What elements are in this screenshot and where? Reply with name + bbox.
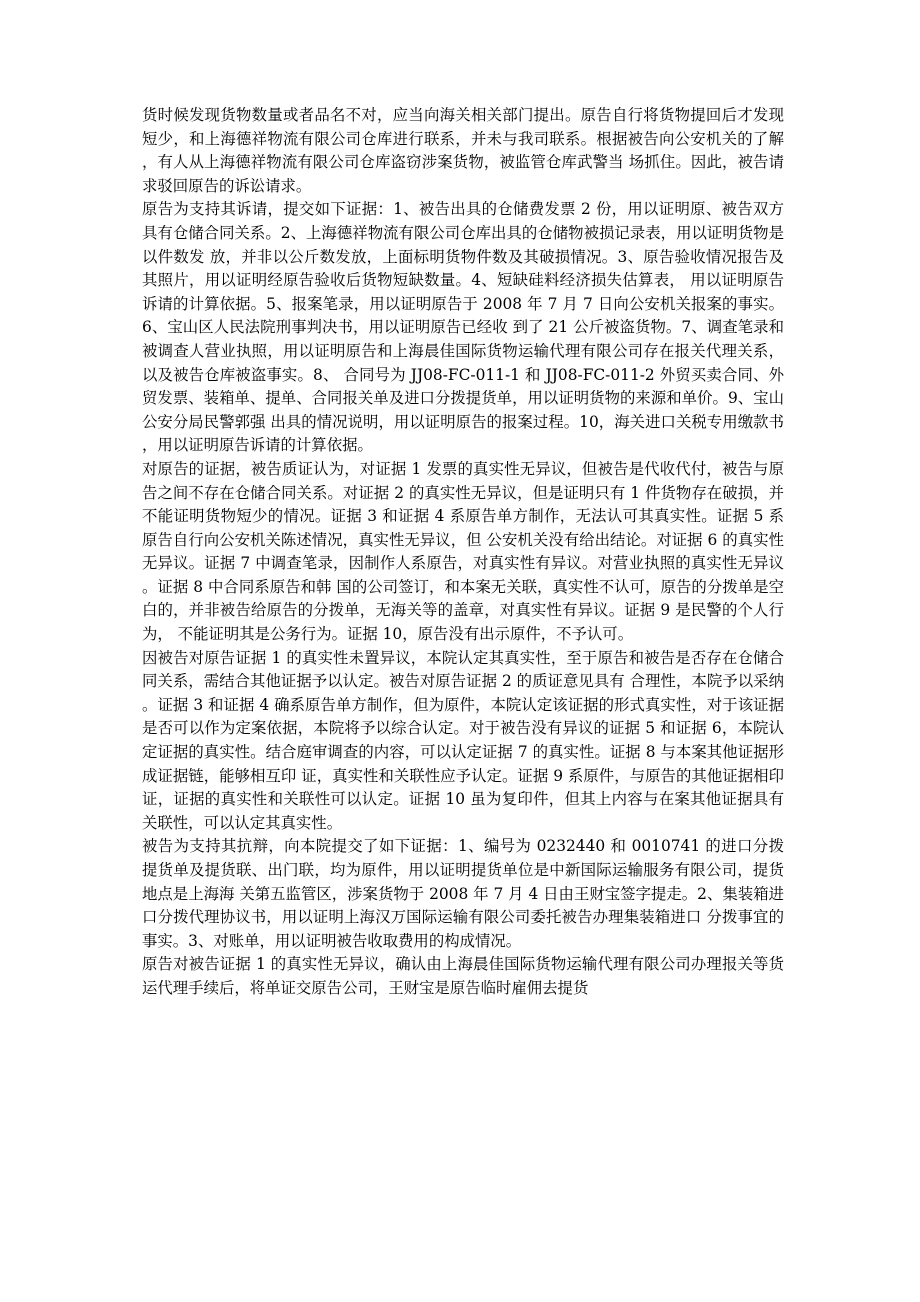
paragraph-plaintiff-response: 原告对被告证据 1 的真实性无异议，确认由上海晨佳国际货物运输代理有限公司办理报关等货运代理手续后，将单证交原告公司，王财宝是原告临时雇佣去提货: [142, 955, 784, 997]
paragraph-defendant-evidence: 被告为支持其抗辩，向本院提交了如下证据：1、编号为 0232440 和 0010741 的进口分拨提货单及提货联、出门联，均为原件，用以证明提货单位是中新国际运输服务有限公司，提货地点是上海海 关第五监管区，涉案货物于 2008 年 7 月 4 日由王财宝签字提走。2、集装箱进口分拨代理协议书，用以证明上海汉万国际运输有限公司委托被告办理集装箱进口 分拨事宜的事实。3、对账单，用以证明被告收取费用的构成情况。: [142, 837, 784, 950]
paragraph-defendant-argument: 货时候发现货物数量或者品名不对，应当向海关相关部门提出。原告自行将货物提回后才发现 短少，和上海德祥物流有限公司仓库进行联系，并未与我司联系。根据被告向公安机关的了解，有人从上海德祥物流有限公司仓库盗窃涉案货物，被监管仓库武警当 场抓住。因此，被告请求驳回原告的诉讼请求。: [142, 106, 784, 195]
paragraph-court-finding: 因被告对原告证据 1 的真实性未置异议，本院认定其真实性，至于原告和被告是否存在仓储合同关系，需结合其他证据予以认定。被告对原告证据 2 的质证意见具有 合理性，本院予以采纳。证据 3 和证据 4 确系原告单方制作，但为原件，本院认定该证据的形式真实性，对于该证据是否可以作为定案依据，本院将予以综合认定。对于被告没有异议的证据 5 和证据 6，本院认定证据的真实性。结合庭审调查的内容，可以认定证据 7 的真实性。证据 8 与本案其他证据形成证据链，能够相互印 证，真实性和关联性应予认定。证据 9 系原件，与原告的其他证据相印证，证据的真实性和关联性可以认定。证据 10 虽为复印件，但其上内容与在案其他证据具有 关联性，可以认定其真实性。: [142, 648, 784, 832]
paragraph-plaintiff-evidence: 原告为支持其诉请，提交如下证据：1、被告出具的仓储费发票 2 份，用以证明原、被告双方具有仓储合同关系。2、上海德祥物流有限公司仓库出具的仓储物被损记录表，用以证明货物是以件数发 放，并非以公斤数发放，上面标明货物件数及其破损情况。3、原告验收情况报告及其照片，用以证明经原告验收后货物短缺数量。4、短缺硅料经济损失估算表， 用以证明原告诉请的计算依据。5、报案笔录，用以证明原告于 2008 年 7 月 7 日向公安机关报案的事实。6、宝山区人民法院刑事判决书，用以证明原告已经收 到了 21 公斤被盗货物。7、调查笔录和被调查人营业执照，用以证明原告和上海晨佳国际货物运输代理有限公司存在报关代理关系，以及被告仓库被盗事实。8、 合同号为 JJ08-FC-011-1 和 JJ08-FC-011-2 外贸买卖合同、外贸发票、装箱单、提单、合同报关单及进口分拨提货单，用以证明货物的来源和单价。9、宝山公安分局民警郭强 出具的情况说明，用以证明原告的报案过程。10，海关进口关税专用缴款书，用以证明原告诉请的计算依据。: [142, 200, 784, 455]
paragraph-defendant-cross-examination: 对原告的证据，被告质证认为，对证据 1 发票的真实性无异议，但被告是代收代付，被告与原告之间不存在仓储合同关系。对证据 2 的真实性无异议，但是证明只有 1 件货物存在破损，并不能证明货物短少的情况。证据 3 和证据 4 系原告单方制作，无法认可其真实性。证据 5 系原告自行向公安机关陈述情况，真实性无异议，但 公安机关没有给出结论。对证据 6 的真实性无异议。证据 7 中调查笔录，因制作人系原告，对真实性有异议。对营业执照的真实性无异议。证据 8 中合同系原告和韩 国的公司签订，和本案无关联，真实性不认可，原告的分拨单是空白的，并非被告给原告的分拨单，无海关等的盖章，对真实性有异议。证据 9 是民警的个人行为， 不能证明其是公务行为。证据 10，原告没有出示原件，不予认可。: [142, 459, 784, 644]
document-page: [142, 104, 784, 1001]
